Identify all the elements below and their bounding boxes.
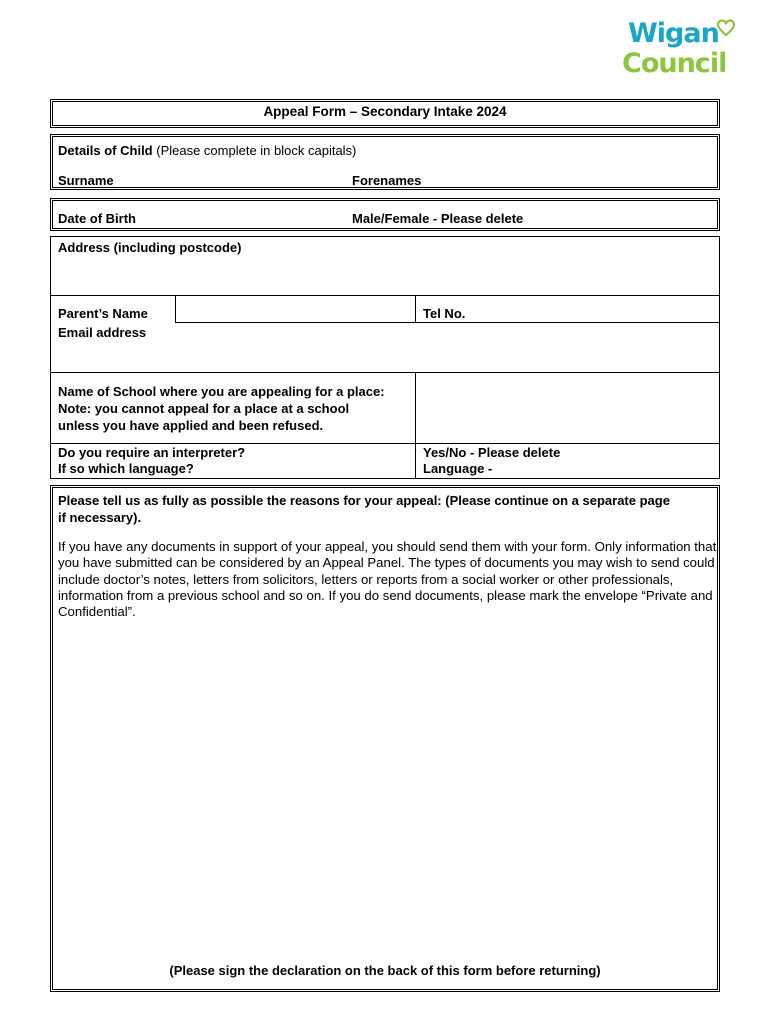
address-label: Address (including postcode) <box>58 240 242 255</box>
wigan-council-logo <box>620 18 740 82</box>
child-heading-bold: Details of Child <box>58 143 153 158</box>
logo-text-wigan: Wigan <box>628 18 719 49</box>
divider <box>415 295 416 323</box>
school-label-line1: Name of School where you are appealing for a place: <box>58 384 385 399</box>
heart-outline-icon <box>716 18 736 38</box>
school-label-line2: Note: you cannot appeal for a place at a school <box>58 401 350 416</box>
dob-label: Date of Birth <box>58 211 136 226</box>
signature-reminder: (Please sign the declaration on the back of this form before returning) <box>169 963 601 978</box>
divider <box>50 372 720 373</box>
reasons-heading-line1: Please tell us as fully as possible the reasons for your appeal: (Please continue on a separate page <box>58 493 670 508</box>
logo-text-council: Council <box>622 48 727 79</box>
interpreter-question-line1: Do you require an interpreter? <box>58 445 246 460</box>
divider <box>175 295 176 323</box>
interpreter-question-line2: If so which language? <box>58 461 194 476</box>
child-details-heading <box>58 143 356 159</box>
sex-label: Male/Female - Please delete <box>352 211 524 226</box>
reasons-instructions: If you have any documents in support of your appeal, you should send them with your form. Only information that you have submitted can be considered by an Appeal Panel. The types of documents you may wish to send could include doctor’s notes, letters from solicitors, letters or reports from a social worker or other professionals, information from a previous school and so on. If you do send documents, please mark the envelope “Private and Confidential”. <box>58 539 717 620</box>
divider <box>50 295 720 296</box>
forenames-label: Forenames <box>352 173 422 188</box>
tel-label: Tel No. <box>423 306 466 321</box>
school-label-line3: unless you have applied and been refused. <box>58 418 324 433</box>
surname-label: Surname <box>58 173 114 188</box>
parent-name-label: Parent’s Name <box>58 306 148 321</box>
interpreter-answer-line2: Language - <box>423 461 493 476</box>
reasons-heading-line2: if necessary). <box>58 510 142 525</box>
child-heading-note: (Please complete in block capitals) <box>152 143 357 158</box>
email-label: Email address <box>58 325 147 340</box>
divider <box>50 443 720 444</box>
interpreter-answer-line1: Yes/No - Please delete <box>423 445 561 460</box>
divider <box>175 322 720 323</box>
divider <box>415 372 416 479</box>
form-title: Appeal Form – Secondary Intake 2024 <box>263 104 507 119</box>
